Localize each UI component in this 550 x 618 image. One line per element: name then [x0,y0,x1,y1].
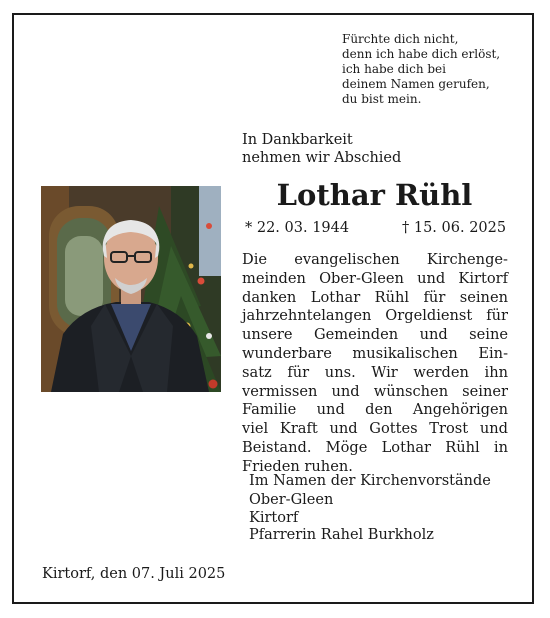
place-date: Kirtorf, den 07. Juli 2025 [42,566,226,582]
body-line: vermissen und wünschen seiner [242,382,508,400]
body-line: Familie und den Angehörigen [242,401,508,419]
quote-line: Fürchte dich nicht, [342,32,459,46]
body-line: meinden Ober-Gleen und Kirtorf [242,269,508,287]
body-line: jahrzehntelangen Orgeldienst für [242,307,508,325]
notice-body [242,251,508,477]
quote-line: du bist mein. [342,92,422,106]
body-line: danken Lothar Rühl für seinen [242,288,508,306]
signature-intro: Im Namen der Kirchenvorstände [249,473,491,489]
death-date: † 15. 06. 2025 [402,220,507,236]
signature-name: Ober-Gleen [249,492,334,508]
farewell-intro [242,131,401,167]
quote-line: ich habe dich bei [342,62,446,76]
body-line: Beistand. Möge Lothar Rühl in [242,438,508,456]
farewell-intro-line: In Dankbarkeit [242,132,353,148]
farewell-intro-line: nehmen wir Abschied [242,150,402,166]
portrait-photo [41,186,221,392]
signature-name: Kirtorf [249,509,299,526]
bible-quote [342,32,500,107]
body-line: Die evangelischen Kirchenge- [242,251,508,268]
body-line: viel Kraft und Gottes Trost und [242,420,508,438]
quote-line: denn ich habe dich erlöst, [342,47,501,61]
signature-list [249,492,434,545]
body-line: Frieden ruhen. [242,457,353,475]
body-line: satz für uns. Wir werden ihn [242,363,508,381]
body-line: wunderbare musikalischen Ein- [242,344,508,362]
quote-line: deinem Namen gerufen, [342,77,490,91]
deceased-name: Lothar Rühl [276,178,473,212]
birth-date: * 22. 03. 1944 [245,220,350,236]
signature-name: Pfarrerin Rahel Burkholz [249,527,434,543]
body-line: unsere Gemeinden und seine [242,326,508,344]
